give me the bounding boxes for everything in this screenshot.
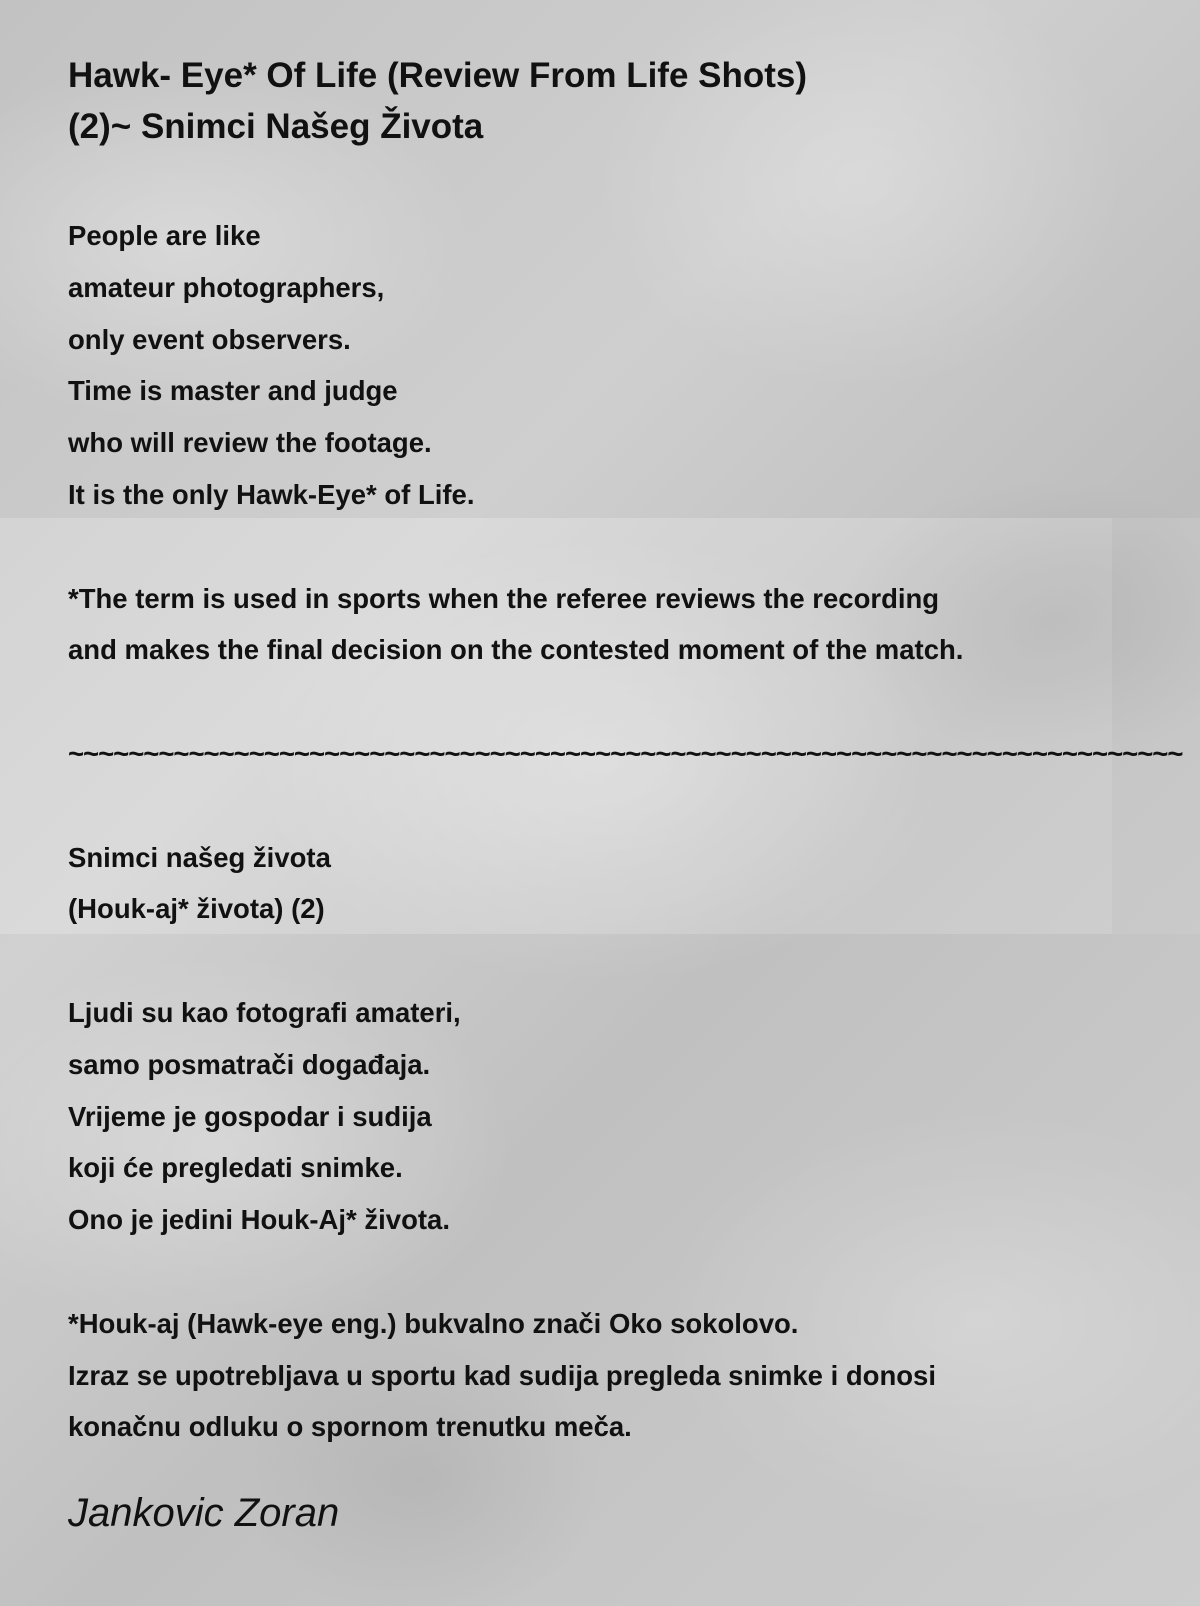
poem-line: People are like [68,220,261,251]
poem-title-line: (2)~ Snimci Našeg Života [68,107,484,146]
poem-line: amateur photographers, [68,271,385,303]
poem-author: Jankovic Zoran [68,1491,340,1536]
poem-line: Ono je jedini Houk-Aj* života. [68,1204,450,1236]
poem-footnote-line: konačnu odluku o spornom trenutku meča. [68,1411,632,1443]
poem-line: samo posmatrači događaja. [68,1048,431,1080]
poem-footnote-line: and makes the final decision on the contested moment of the match. [68,634,964,666]
poem-blank-line [68,521,1188,573]
poem-line: It is the only Hawk-Eye* of Life. [68,478,475,510]
poem-subtitle-line: Snimci našeg života [68,841,331,873]
poem-line: Vrijeme je gospodar i sudija [68,1100,432,1132]
poem-line: Time is master and judge [68,375,398,407]
poem-footnote-line: *Houk-aj (Hawk-eye eng.) bukvalno znači Oko sokolovo. [68,1307,799,1339]
poem-blank-line [68,780,1188,832]
poem-card [68,50,1188,1537]
poem-blank-line [68,1246,1188,1298]
poem-line: only event observers. [68,323,351,355]
poem-line: who will review the footage. [68,427,432,459]
poem-line: Ljudi su kao fotografi amateri, [68,996,461,1028]
poem-line: koji će pregledati snimke. [68,1152,403,1184]
poem-title [68,50,1188,152]
poem-footnote-line: *The term is used in sports when the referee reviews the recording [68,582,940,614]
poem-subtitle-line: (Houk-aj* života) (2) [68,893,325,925]
poem-title-line: Hawk- Eye* Of Life (Review From Life Shots) [68,56,808,95]
tilde-divider: ~~~~~~~~~~~~~~~~~~~~~~~~~~~~~~~~~~~~~~~~~~~~~~~~~~~~~~~~~~~~~~~~~~~~~~~~~~ [68,737,1183,769]
poem-blank-line [68,935,1188,987]
poem-footnote-line: Izraz se upotrebljava u sportu kad sudija pregleda snimke i donosi [68,1359,936,1391]
poem-blank-line [68,676,1188,728]
poem-body [68,210,1188,1453]
